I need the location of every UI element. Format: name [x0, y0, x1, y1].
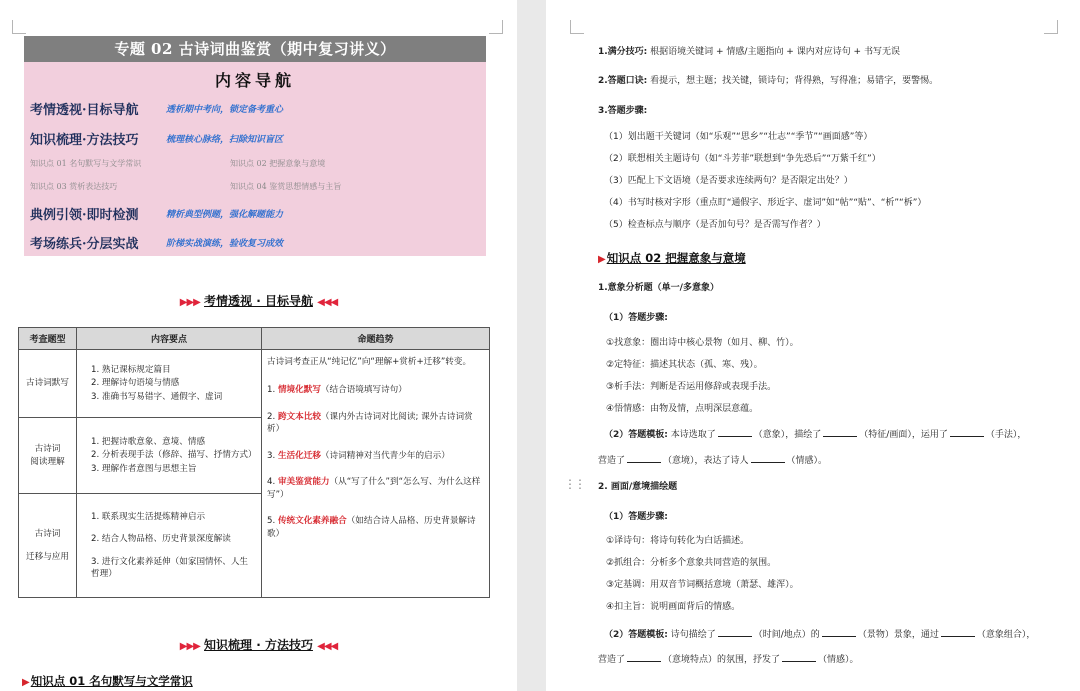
nav-heading: 内容导航 [214, 71, 295, 90]
knowledge-point-item: 知识点 03 赏析表达技巧 [30, 182, 118, 191]
answer-steps-label [598, 103, 647, 116]
content-point: 3. 进行文化素养延伸（如家国情怀、人生哲理） [91, 556, 249, 579]
tip-text: 根据语境关键词 + 情感/主题指向 + 课内对应诗句 + 书写无误 [647, 47, 900, 57]
content-point: 1. 熟记课标规定篇目 [91, 364, 171, 375]
template-text: （特征/画面），运用了 [859, 430, 948, 440]
table-header-cell: 命题趋势 [262, 328, 490, 350]
heading-text: 知识点 02 把握意象与意境 [606, 251, 746, 265]
fill-blank [627, 653, 661, 662]
section-heading-exam-analysis [0, 292, 517, 309]
fill-blank [718, 628, 752, 637]
answer-template [604, 627, 1035, 640]
trend-item [267, 411, 484, 436]
nav-row [30, 233, 283, 252]
trend-item [267, 515, 484, 540]
image-step: ③析手法：判断是否运用修辞或表现手法。 [606, 382, 777, 392]
steps-label-text: （1）答题步骤: [604, 512, 668, 522]
mnemonic-label: 2.答题口诀: [598, 76, 648, 86]
triangle-marker-icon: ▶ [22, 677, 30, 688]
subsection-title [598, 280, 719, 293]
table-header-row [19, 328, 490, 350]
subsection-title-text: 1.意象分析题（单一/多意象） [598, 283, 719, 293]
trend-keyword: 传统文化素养融合 [277, 516, 347, 527]
content-points-cell [77, 494, 262, 598]
template-label: （2）答题模板: [604, 430, 668, 440]
trend-keyword: 跨文本比较 [277, 411, 321, 422]
margin-corner-mark [1044, 20, 1058, 34]
trend-number: 2. [267, 411, 278, 422]
nav-row [30, 204, 283, 223]
template-text: （意境），表达了诗人 [663, 456, 749, 466]
template-text: 营造了 [598, 655, 626, 665]
template-text: （时间/地点）的 [753, 630, 820, 640]
image-step: ①找意象：圈出诗中核心景物（如月、柳、竹）。 [606, 338, 799, 348]
template-text: 诗句描绘了 [670, 630, 716, 640]
steps-label-text: 3.答题步骤: [598, 106, 648, 116]
template-text: （意象组合）， [976, 630, 1036, 640]
scene-step: ①译诗句：将诗句转化为白话描述。 [606, 536, 750, 546]
question-type-cell: 古诗词 阅读理解 [19, 418, 77, 494]
table-header-cell: 考查题型 [19, 328, 77, 350]
nav-sub-label: 阶梯实战演练，验收复习成效 [166, 239, 284, 249]
content-points-cell [77, 350, 262, 418]
trend-number: 1. [267, 385, 278, 396]
arrows-left-icon: ◀◀◀ [317, 641, 338, 652]
fill-blank [950, 428, 984, 437]
triangle-marker-icon: ▶ [598, 254, 606, 265]
steps-label-text: （1）答题步骤: [604, 313, 668, 323]
knowledge-point-02-heading [598, 250, 746, 266]
trend-cell [262, 350, 490, 598]
steps-label [604, 310, 668, 323]
margin-corner-mark [12, 20, 26, 34]
nav-main-label: 考情透视·目标导航 [30, 103, 139, 118]
answer-template-cont [598, 652, 859, 665]
answer-step: （2）联想相关主题诗句（如“斗芳菲”联想到“争先恐后”“万紫千红”） [604, 154, 881, 164]
nav-sub-label: 精析典型例题，强化解题能力 [166, 210, 284, 220]
margin-corner-mark [489, 20, 503, 34]
knowledge-point-01-heading [22, 673, 193, 689]
content-point: 2. 分析表现手法（修辞、描写、抒情方式） [91, 450, 257, 461]
trend-intro: 古诗词考查正从“纯记忆”向“理解+赏析+迁移”转变。 [267, 357, 472, 367]
nav-sub-label: 梳理核心脉络，扫除知识盲区 [166, 135, 284, 145]
content-points-cell [77, 418, 262, 494]
document-title: 专题 02 古诗词曲鉴赏（期中复习讲义） [24, 36, 486, 62]
trend-keyword: 审美鉴赏能力 [277, 477, 330, 488]
trend-keyword: 情境化默写 [277, 385, 321, 396]
template-label: （2）答题模板: [604, 630, 668, 640]
subsection-title-text: 2. 画面/意境描绘题 [598, 482, 678, 492]
trend-description: （诗词精神对当代青少年的启示） [320, 450, 450, 461]
trend-description: （如结合诗人品格、历史背景解诗歌） [267, 516, 476, 539]
content-point: 3. 准确书写易错字、通假字、虚词 [91, 391, 223, 402]
drag-handle-icon[interactable]: ⋮⋮ [564, 477, 584, 491]
answer-step: （3）匹配上下文语境（是否要求连续两句？是否限定出处？） [604, 176, 853, 186]
table-header-cell: 内容要点 [77, 328, 262, 350]
question-type-cell: 古诗词 迁移与应用 [19, 494, 77, 598]
fill-blank [751, 454, 785, 463]
template-text: （情感）。 [818, 655, 859, 665]
answer-mnemonic [598, 73, 938, 86]
mnemonic-text: 看提示，想主题；找关键，锁诗句；背得熟，写得准；易错字，要警惕。 [647, 76, 939, 86]
exam-analysis-table [18, 327, 490, 598]
trend-number: 3. [267, 450, 278, 461]
image-step: ④悟情感：由物及情，点明深层意蕴。 [606, 404, 759, 414]
answer-step: （1）划出题干关键词（如“乐观”“思乡”“壮志”“季节”“画面感”等） [604, 132, 873, 142]
right-page [546, 0, 1080, 691]
nav-main-label: 典例引领·即时检测 [30, 208, 139, 223]
answer-step: （4）书写时核对字形（重点盯“通假字、形近字、虚词”如“帖”“贴”、“析”“柝”） [604, 198, 927, 208]
content-point: 1. 联系现实生活提炼精神启示 [91, 511, 206, 522]
scene-step: ②抓组合：分析多个意象共同营造的氛围。 [606, 558, 777, 568]
tip-label: 1.满分技巧: [598, 47, 648, 57]
margin-corner-mark [570, 20, 584, 34]
content-point: 2. 理解诗句语境与情感 [91, 378, 180, 389]
arrows-right-icon: ▶▶▶ [179, 297, 200, 308]
nav-row [30, 129, 283, 148]
template-text: （景物）景象，通过 [857, 630, 939, 640]
knowledge-point-item: 知识点 02 把握意象与意境 [230, 159, 326, 168]
full-score-tip [598, 44, 900, 57]
subsection-title [598, 479, 677, 492]
fill-blank [627, 454, 661, 463]
left-page [0, 0, 517, 691]
section-heading-text: 知识梳理 · 方法技巧 [204, 638, 313, 652]
scene-step: ③定基调：用双音节词概括意境（萧瑟、雄浑）。 [606, 580, 799, 590]
template-text: （意境特点）的氛围，抒发了 [663, 655, 781, 665]
trend-number: 4. [267, 477, 278, 488]
answer-template-cont [598, 453, 827, 466]
scene-step: ④扣主旨：说明画面背后的情感。 [606, 602, 741, 612]
nav-main-label: 考场练兵·分层实战 [30, 237, 139, 252]
template-text: （情感）。 [786, 456, 828, 466]
content-point: 1. 把握诗歌意象、意境、情感 [91, 436, 206, 447]
trend-number: 5. [267, 516, 278, 527]
image-step: ②定特征：描述其状态（孤、寒、残）。 [606, 360, 763, 370]
answer-template [604, 427, 1026, 440]
trend-description: （结合语境填写诗句） [320, 385, 407, 396]
trend-description: （从“写了什么”到“怎么写、为什么这样写”） [267, 477, 481, 500]
nav-main-label: 知识梳理·方法技巧 [30, 133, 139, 148]
trend-item [267, 450, 484, 462]
trend-description: （课内外古诗词对比阅读; 课外古诗词赏析） [267, 411, 473, 435]
fill-blank [822, 628, 856, 637]
trend-keyword: 生活化迁移 [277, 450, 321, 461]
answer-step: （5）检查标点与顺序（是否加句号？是否需写作者？） [604, 220, 826, 230]
content-point: 3. 理解作者意图与思想主旨 [91, 463, 197, 474]
content-point: 2. 结合人物品格、历史背景深度解读 [91, 534, 231, 545]
template-text: 本诗选取了 [670, 430, 716, 440]
nav-sub-label: 透析期中考向，锁定备考重心 [166, 105, 284, 115]
table-row [19, 350, 490, 418]
template-text: （意象），描绘了 [753, 430, 822, 440]
trend-item [267, 476, 484, 501]
arrows-left-icon: ◀◀◀ [317, 297, 338, 308]
fill-blank [941, 628, 975, 637]
fill-blank [718, 428, 752, 437]
knowledge-point-item: 知识点 01 名句默写与文学常识 [30, 159, 142, 168]
arrows-right-icon: ▶▶▶ [179, 641, 200, 652]
fill-blank [823, 428, 857, 437]
steps-label [604, 509, 668, 522]
heading-text: 知识点 01 名句默写与文学常识 [30, 674, 193, 688]
content-navigation-box [24, 62, 486, 256]
section-heading-knowledge [0, 636, 517, 653]
fill-blank [782, 653, 816, 662]
template-text: 营造了 [598, 456, 626, 466]
nav-row [30, 99, 283, 118]
knowledge-point-item: 知识点 04 鉴赏思想情感与主旨 [230, 182, 342, 191]
template-text: （手法）， [985, 430, 1027, 440]
question-type-cell: 古诗词默写 [19, 350, 77, 418]
trend-item [267, 384, 484, 396]
section-heading-text: 考情透视 · 目标导航 [204, 294, 313, 308]
